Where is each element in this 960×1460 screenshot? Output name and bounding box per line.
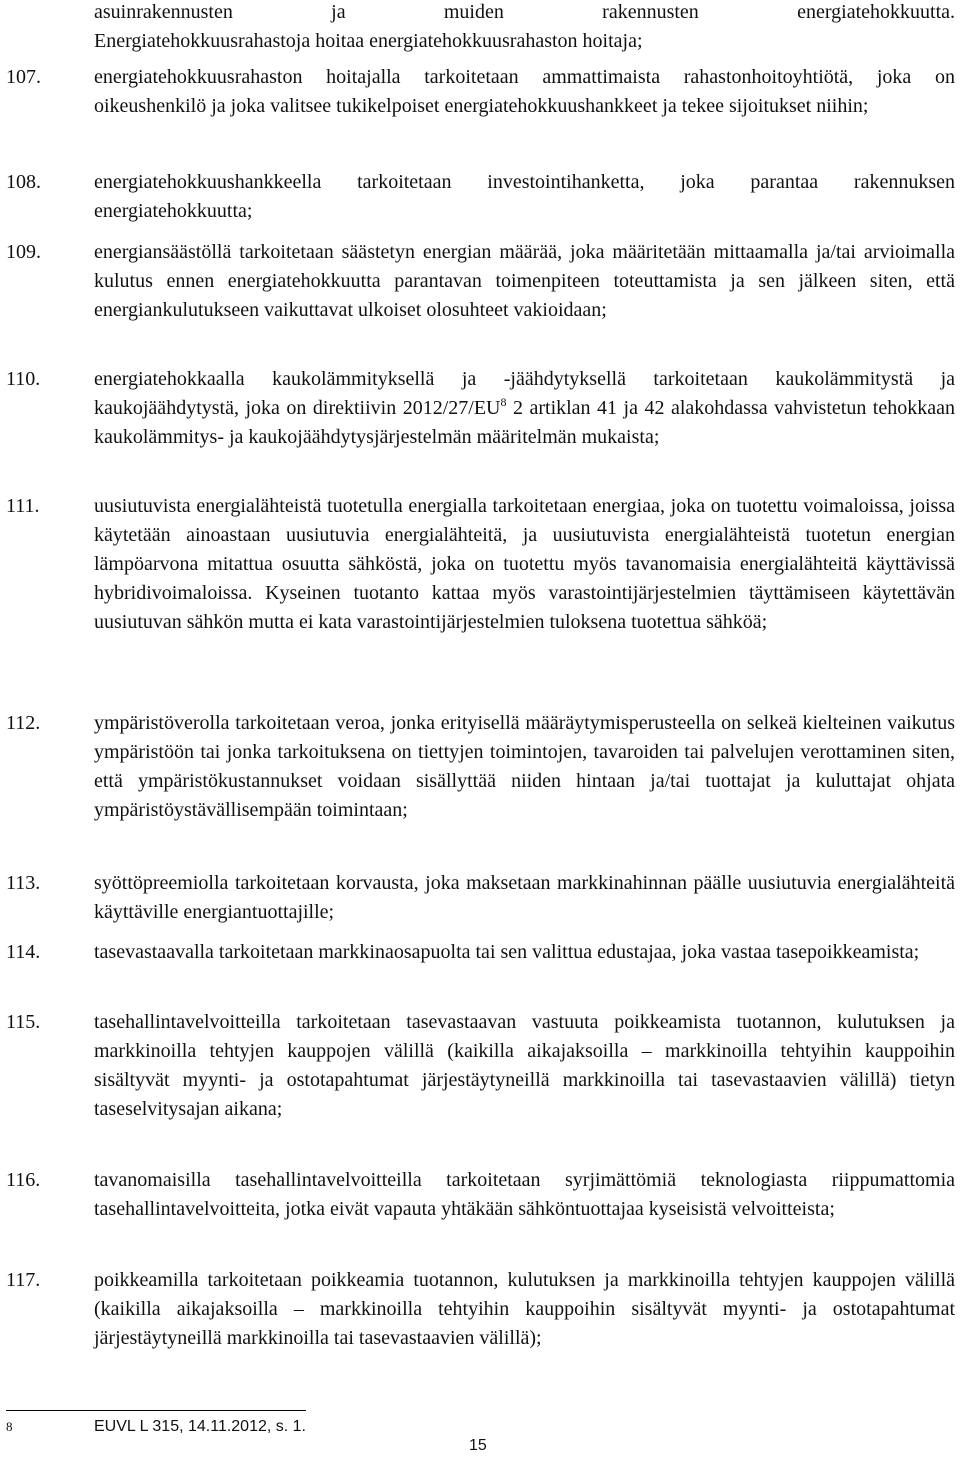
definition-text: tasevastaavalla tarkoitetaan markkinaosapuolta tai sen valittua edustajaa, joka vastaa tasepoikkeamista; [94, 941, 920, 963]
definition-text: tavanomaisilla tasehallintavelvoitteilla tarkoitetaan syrjimättömiä teknologiasta riippumattomia tasehallintavelvoitteita, jotka eivät vapauta yhtäkään sähköntuottajaa kyseisistä velvoitteista; [94, 1169, 955, 1220]
definition-number: 116. [6, 1169, 41, 1191]
definition-number: 109. [6, 241, 41, 263]
definition-number: 111. [6, 495, 40, 517]
continued-paragraph [94, 0, 955, 56]
definition-number: 110. [6, 368, 41, 390]
definition-text: energiansäästöllä tarkoitetaan säästetyn energian määrää, joka määritetään mittaamalla ja/tai arvioimalla kulutus ennen energiatehokkuutta parantavan toimenpiteen toteuttamista ja sen jälkeen siten, että energiankulutukseen vaikuttavat ulkoiset olosuhteet vakioidaan; [94, 241, 955, 321]
definition-text-part-1: energiatehokkaalla kaukolämmityksellä ja -jäähdytyksellä tarkoitetaan kaukolämmitystä ja kaukojäähdytystä, joka on direktiivin 2012/27/EU [94, 368, 955, 419]
definition-number: 113. [6, 872, 41, 894]
definition-text-part-2: 2 artiklan 41 ja 42 alakohdassa vahvistetun tehokkaan kaukolämmitys- ja kaukojäähdytysjärjestelmän määritelmän mukaista; [94, 397, 955, 448]
footnote-reference: 8 [500, 395, 507, 409]
definition-number: 107. [6, 66, 41, 88]
page-number: 15 [469, 1437, 487, 1454]
footnote-separator [6, 1410, 306, 1411]
definition-text: ympäristöverolla tarkoitetaan veroa, jonka erityisellä määräytymisperusteella on selkeä kielteinen vaikutus ympäristöön tai jonka tarkoituksena on tiettyjen toimintojen, tavaroiden tai palvelujen verottaminen siten, että ympäristökustannukset voidaan sisällyttää niiden hintaan ja/tai tuottajat ja kuluttajat ohjata ympäristöystävällisempään toimintaan; [94, 712, 955, 821]
continued-line-2: Energiatehokkuusrahastoja hoitaa energiatehokkuusrahaston hoitaja; [94, 30, 643, 52]
footnote-text: EUVL L 315, 14.11.2012, s. 1. [94, 1418, 306, 1435]
definition-text: syöttöpreemiolla tarkoitetaan korvausta, joka maksetaan markkinahinnan päälle uusiutuvia energialähteitä käyttäville energiantuottajille; [94, 872, 955, 923]
definition-text: uusiutuvista energialähteistä tuotetulla energialla tarkoitetaan energiaa, joka on tuotettu voimaloissa, joissa käytetään ainoastaan uusiutuvia energialähteitä, ja uusiutuvista energialähteistä tuotetun energian lämpöarvona mitattua osuutta sähköstä, joka on tuotettu myös tavanomaisia energialähteitä käyttävissä hybridivoimaloissa. Kyseinen tuotanto kattaa myös varastointijärjestelmien täyttämiseen käytettävän uusiutuvan sähkön mutta ei kata varastointijärjestelmien tuloksena tuotettua sähköä; [94, 495, 955, 633]
definition-text: energiatehokkuusrahaston hoitajalla tarkoitetaan ammattimaista rahastonhoitoyhtiötä, joka on oikeushenkilö ja joka valitsee tukikelpoiset energiatehokkuushankkeet ja tekee sijoitukset niihin; [94, 66, 955, 117]
footnote-mark: 8 [6, 1419, 13, 1434]
definition-text [94, 365, 955, 452]
definition-text: energiatehokkuushankkeella tarkoitetaan investointihanketta, joka parantaa rakennuksen energiatehokkuutta; [94, 171, 955, 222]
definition-number: 117. [6, 1269, 41, 1291]
continued-line-1: asuinrakennusten ja muiden rakennusten energiatehokkuutta. [94, 1, 955, 23]
definition-number: 114. [6, 941, 41, 963]
definition-text: poikkeamilla tarkoitetaan poikkeamia tuotannon, kulutuksen ja markkinoilla tehtyjen kauppojen välillä (kaikilla aikajaksoilla – markkinoilla tehtyihin kauppoihin sisältyvät myynti- ja ostotapahtumat järjestäytyneillä markkinoilla tai tasevastaavien välillä); [94, 1269, 955, 1349]
definition-number: 108. [6, 171, 41, 193]
definition-text: tasehallintavelvoitteilla tarkoitetaan tasevastaavan vastuuta poikkeamista tuotannon, kulutuksen ja markkinoilla tehtyjen kauppojen välillä (kaikilla aikajaksoilla – markkinoilla tehtyihin kauppoihin sisältyvät myynti- ja ostotapahtumat järjestäytyneillä markkinoilla tai tasevastaavien välillä) tietyn taseselvitysajan aikana; [94, 1011, 955, 1120]
definition-number: 115. [6, 1011, 41, 1033]
definition-number: 112. [6, 712, 41, 734]
